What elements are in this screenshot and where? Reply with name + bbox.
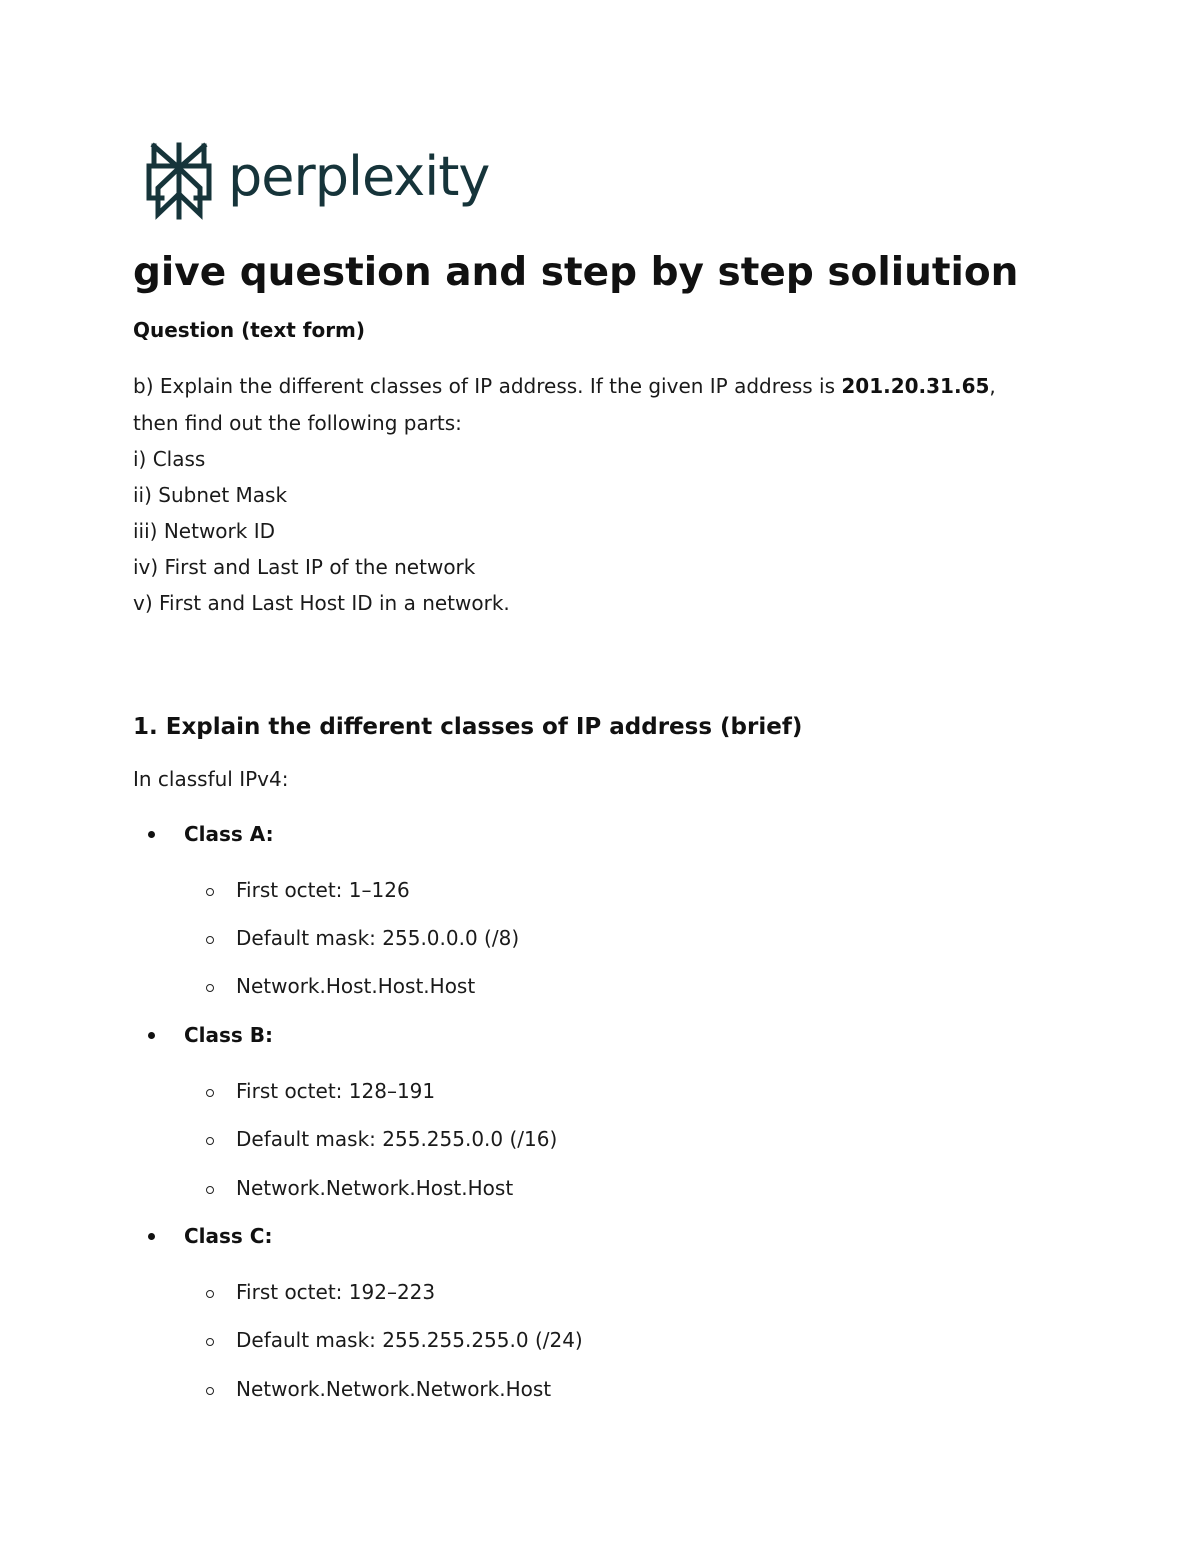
class-detail — [206, 1280, 435, 1304]
class-detail — [206, 1176, 513, 1200]
question-line-1 — [133, 374, 996, 398]
sub-bullet-icon — [206, 1137, 214, 1145]
sub-bullet-icon — [206, 936, 214, 944]
class-detail-text: Default mask: 255.255.255.0 (/24) — [236, 1328, 583, 1352]
class-detail-text: Network.Network.Host.Host — [236, 1176, 514, 1200]
class-detail-text: First octet: 128–191 — [236, 1079, 436, 1103]
question-part: v) First and Last Host ID in a network. — [133, 591, 510, 615]
section-heading: 1. Explain the different classes of IP address (brief) — [133, 714, 803, 740]
class-detail — [206, 926, 519, 950]
class-detail-text: Network.Host.Host.Host — [236, 974, 476, 998]
question-part: iii) Network ID — [133, 519, 275, 543]
class-bullet — [148, 1224, 272, 1248]
class-label: Class A: — [184, 822, 274, 846]
class-detail — [206, 1328, 583, 1352]
class-detail-text: First octet: 1–126 — [236, 878, 410, 902]
page-title: give question and step by step soliution — [133, 250, 1019, 295]
class-detail-text: Network.Network.Network.Host — [236, 1377, 552, 1401]
question-text-prefix: b) Explain the different classes of IP address. If the given IP address is — [133, 374, 842, 398]
class-detail — [206, 878, 410, 902]
class-detail — [206, 1079, 435, 1103]
question-part: iv) First and Last IP of the network — [133, 555, 476, 579]
logo-wordmark: perplexity — [228, 145, 490, 208]
sub-bullet-icon — [206, 1290, 214, 1298]
sub-bullet-icon — [206, 984, 214, 992]
class-bullet — [148, 1023, 273, 1047]
class-label: Class B: — [184, 1023, 274, 1047]
question-heading: Question (text form) — [133, 318, 366, 342]
question-ip-address: 201.20.31.65 — [841, 374, 990, 398]
bullet-icon — [148, 1032, 155, 1039]
sub-bullet-icon — [206, 1338, 214, 1346]
class-detail-text: Default mask: 255.255.0.0 (/16) — [236, 1127, 558, 1151]
class-bullet — [148, 822, 274, 846]
perplexity-logo — [146, 142, 489, 220]
question-line-2: then find out the following parts: — [133, 411, 462, 435]
bullet-icon — [148, 831, 155, 838]
perplexity-logo-icon — [146, 142, 212, 220]
class-detail — [206, 1127, 557, 1151]
question-part: i) Class — [133, 447, 206, 471]
bullet-icon — [148, 1233, 155, 1240]
sub-bullet-icon — [206, 1186, 214, 1194]
class-detail-text: Default mask: 255.0.0.0 (/8) — [236, 926, 520, 950]
class-detail — [206, 1377, 551, 1401]
class-label: Class C: — [184, 1224, 273, 1248]
class-detail — [206, 974, 475, 998]
question-text-suffix: , — [989, 374, 996, 398]
sub-bullet-icon — [206, 888, 214, 896]
section-intro: In classful IPv4: — [133, 767, 289, 791]
sub-bullet-icon — [206, 1387, 214, 1395]
question-part: ii) Subnet Mask — [133, 483, 288, 507]
sub-bullet-icon — [206, 1089, 214, 1097]
class-detail-text: First octet: 192–223 — [236, 1280, 436, 1304]
